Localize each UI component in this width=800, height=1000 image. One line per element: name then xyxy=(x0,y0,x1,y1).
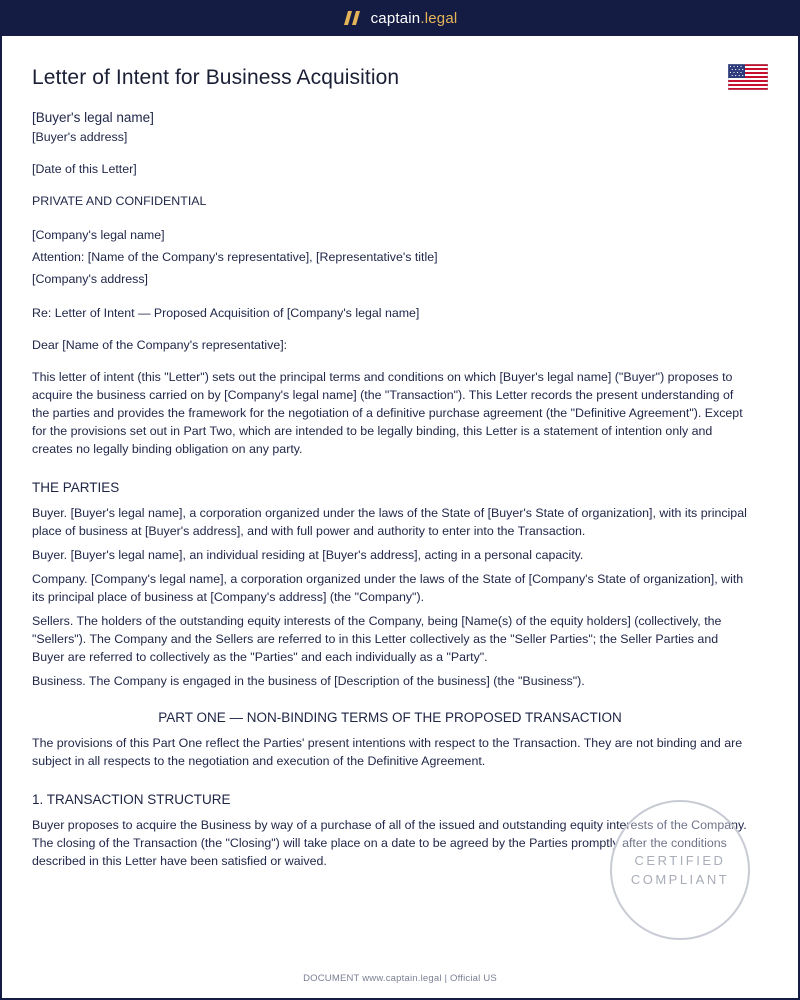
brand-tld: .legal xyxy=(420,9,458,27)
salutation: Dear [Name of the Company's representative]: xyxy=(32,338,288,352)
company-name: [Company's legal name] xyxy=(32,228,165,242)
party-business: Business. The Company is engaged in the business of [Description of the business] (the "Business"). xyxy=(32,674,585,688)
document-content xyxy=(32,62,748,870)
company-address: [Company's address] xyxy=(32,272,148,286)
party-sellers: Sellers. The holders of the outstanding equity interests of the Company, being [Name(s) of the equity holders] (collectively, the "Sellers"). The Company and the Sellers are referred to in this Letter collectively as the "Seller Parties"; the Seller Parties and Buyer are referred to collectively as the "Parties" and each individually as a "Party". xyxy=(32,614,722,664)
re-line: Re: Letter of Intent — Proposed Acquisition of [Company's legal name] xyxy=(32,306,420,320)
parties-heading: THE PARTIES xyxy=(32,480,120,495)
stamp-line-1: CERTIFIED xyxy=(634,853,726,868)
party-company: Company. [Company's legal name], a corporation organized under the laws of the State of [Company's State of organization], with its principal place of business at [Company's address] (the "Company"). xyxy=(32,572,744,604)
letter-date: [Date of this Letter] xyxy=(32,162,137,176)
party-buyer-individual: Buyer. [Buyer's legal name], an individual residing at [Buyer's address], acting in a personal capacity. xyxy=(32,548,584,562)
party-buyer-corporation: Buyer. [Buyer's legal name], a corporation organized under the laws of the State of [Buyer's State of organization], with its principal place of business at [Buyer's address], and with full power and authority to enter into the Transaction. xyxy=(32,506,747,538)
part-one-intro: The provisions of this Part One reflect the Parties' present intentions with respect to the Transaction. They are not binding and are subject in all respects to the negotiation and execution of the Definitive Agreement. xyxy=(32,736,743,768)
intro-paragraph: This letter of intent (this "Letter") sets out the principal terms and conditions on which [Buyer's legal name] ("Buyer") proposes to acquire the business carried on by [Company's legal name] (the "Transaction"). This Letter records the present understanding of the parties and provides the framework for the negotiation of a definitive purchase agreement (the "Definitive Agreement"). Except for the provisions set out in Part Two, which are intended to be legally binding, this Letter is a statement of intention only and creates no legally binding obligation on any party. xyxy=(32,370,743,456)
section-1-heading: 1. TRANSACTION STRUCTURE xyxy=(32,792,231,807)
part-one-heading: PART ONE — NON-BINDING TERMS OF THE PROPOSED TRANSACTION xyxy=(158,710,622,725)
brand-name: captain xyxy=(370,9,421,27)
brand-text xyxy=(371,10,458,27)
attention-line: Attention: [Name of the Company's representative], [Representative's title] xyxy=(32,250,438,264)
certified-compliant-stamp xyxy=(610,800,750,940)
stamp-line-2: COMPLIANT xyxy=(630,872,730,887)
section-1-text: Buyer proposes to acquire the Business by way of a purchase of all of the issued and outstanding equity interests of the Company. The closing of the Transaction (the "Closing") will take place on a date to be agreed by the Parties promptly after the conditions described in this Letter have been satisfied or waived. xyxy=(32,818,747,868)
buyer-address: [Buyer's address] xyxy=(32,130,128,144)
captain-legal-logo-icon xyxy=(343,10,363,26)
document-title: Letter of Intent for Business Acquisition xyxy=(32,66,400,89)
footer: DOCUMENT www.captain.legal | Official US xyxy=(303,973,497,984)
buyer-name: [Buyer's legal name] xyxy=(32,110,154,125)
brand[interactable] xyxy=(343,10,458,27)
confidential-label: PRIVATE AND CONFIDENTIAL xyxy=(32,194,207,208)
top-bar xyxy=(0,0,800,36)
